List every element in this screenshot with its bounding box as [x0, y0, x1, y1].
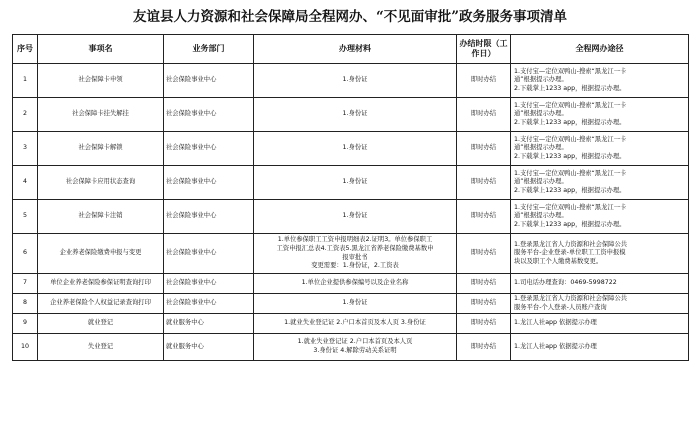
cell-dept: 就业服务中心	[164, 314, 254, 334]
cell-path	[511, 234, 689, 274]
path-line: 通”根据提示办理。	[514, 76, 568, 84]
header-no: 序号	[13, 35, 38, 64]
material-line: 1.身份证	[342, 212, 368, 220]
cell-name: 失业登记	[38, 334, 164, 361]
cell-no: 7	[13, 274, 38, 294]
cell-dept: 社会保险事业中心	[164, 200, 254, 234]
material-line: 1.身份证	[342, 299, 368, 307]
path-line: 通”根据提示办理。	[514, 178, 568, 186]
cell-path	[511, 98, 689, 132]
path-line: 2.下载掌上1233 app，根据提示办理。	[514, 84, 626, 92]
table-row	[13, 64, 689, 98]
path-line: 块以及职工个人缴费基数变更。	[514, 257, 603, 265]
cell-no: 10	[13, 334, 38, 361]
cell-path	[511, 166, 689, 200]
cell-dept: 社会保险事业中心	[164, 234, 254, 274]
header-row	[13, 35, 689, 64]
material-line: 1.身份证	[342, 76, 368, 84]
material-line: 3.身份证 4.解除劳动关系证明	[313, 347, 397, 354]
material-line: 1.身份证	[342, 144, 368, 152]
cell-name: 社会保障卡注销	[38, 200, 164, 234]
cell-time: 即时办结	[457, 314, 511, 334]
path-line: 1.龙江人社app 依据提示办理	[514, 319, 597, 327]
table-row	[13, 200, 689, 234]
path-line: 2.下载掌上1233 app，根据提示办理。	[514, 220, 626, 228]
path-line: 服务平台-个人登录-人员账户查询	[514, 303, 607, 311]
header-time: 办结时限（工作日）	[457, 35, 511, 64]
cell-path	[511, 314, 689, 334]
header-materials: 办理材料	[254, 35, 457, 64]
cell-dept: 社会保险事业中心	[164, 64, 254, 98]
table-row	[13, 314, 689, 334]
table-row	[13, 274, 689, 294]
material-line: 1.就业失业登记证 2.户口本首页及本人页	[297, 338, 413, 346]
cell-name: 社会保障卡解锁	[38, 132, 164, 166]
path-line: 1.支付宝—定位双鸭山-搜索“黑龙江一卡	[514, 135, 627, 143]
cell-materials	[254, 274, 457, 294]
cell-materials	[254, 64, 457, 98]
cell-path	[511, 200, 689, 234]
cell-name: 单位企业养老保险参保证明查询打印	[38, 274, 164, 294]
table-row	[13, 132, 689, 166]
cell-time: 即时办结	[457, 200, 511, 234]
cell-time: 即时办结	[457, 334, 511, 361]
path-line: 2.下载掌上1233 app，根据提示办理。	[514, 118, 626, 126]
table-row	[13, 334, 689, 361]
path-line: 通”根据提示办理。	[514, 110, 568, 118]
table-row	[13, 166, 689, 200]
cell-dept: 社会保险事业中心	[164, 166, 254, 200]
cell-materials	[254, 200, 457, 234]
path-line: 通”根据提示办理。	[514, 212, 568, 220]
cell-materials	[254, 294, 457, 314]
cell-no: 2	[13, 98, 38, 132]
cell-time: 即时办结	[457, 166, 511, 200]
cell-name: 社会保障卡应用状态查询	[38, 166, 164, 200]
cell-name: 企业养老保险个人权益记录查询打印	[38, 294, 164, 314]
cell-materials	[254, 166, 457, 200]
material-line: 1.身份证	[342, 110, 368, 118]
material-line: 报审批书	[342, 253, 368, 261]
page-title: 友谊县人力资源和社会保障局全程网办、“不见面审批”政务服务事项清单	[132, 9, 568, 25]
header-dept: 业务部门	[164, 35, 254, 64]
cell-time: 即时办结	[457, 98, 511, 132]
material-line: 1.单位企业提供参保编号以及企业名称	[301, 279, 409, 287]
cell-path	[511, 64, 689, 98]
cell-time: 即时办结	[457, 234, 511, 274]
cell-path	[511, 334, 689, 361]
path-line: 1.司电话办理查询：0469-5998722	[514, 279, 617, 287]
cell-materials	[254, 132, 457, 166]
cell-name: 就业登记	[38, 314, 164, 334]
cell-dept: 社会保险事业中心	[164, 274, 254, 294]
material-line: 1.身份证	[342, 178, 368, 186]
cell-path	[511, 132, 689, 166]
cell-dept: 社会保险事业中心	[164, 294, 254, 314]
path-line: 1.支付宝—定位双鸭山-搜索“黑龙江一卡	[514, 101, 627, 109]
cell-materials	[254, 234, 457, 274]
cell-no: 8	[13, 294, 38, 314]
cell-no: 5	[13, 200, 38, 234]
material-line: 1.就业失业登记证 2.户口本首页及本人页 3.身份证	[284, 319, 426, 327]
cell-no: 9	[13, 314, 38, 334]
cell-dept: 社会保险事业中心	[164, 132, 254, 166]
cell-time: 即时办结	[457, 64, 511, 98]
cell-dept: 社会保险事业中心	[164, 98, 254, 132]
cell-materials	[254, 98, 457, 132]
cell-name: 社会保障卡申领	[38, 64, 164, 98]
path-line: 1.支付宝—定位双鸭山-搜索“黑龙江一卡	[514, 203, 627, 211]
cell-no: 6	[13, 234, 38, 274]
path-line: 1.支付宝—定位双鸭山-搜索“黑龙江一卡	[514, 67, 627, 75]
material-line: 工资申报汇总表4.工资表5.黑龙江省养老保险缴费基数申	[276, 244, 434, 252]
path-line: 1.登录黑龙江省人力资源和社会保障公共	[514, 294, 628, 302]
path-line: 1.支付宝—定位双鸭山-搜索“黑龙江一卡	[514, 169, 627, 177]
header-name: 事项名	[38, 35, 164, 64]
cell-materials	[254, 334, 457, 361]
cell-path	[511, 274, 689, 294]
cell-time: 即时办结	[457, 274, 511, 294]
header-path: 全程网办途径	[511, 35, 689, 64]
path-line: 2.下载掌上1233 app，根据提示办理。	[514, 186, 626, 194]
path-line: 1.龙江人社app 依据提示办理	[514, 342, 597, 350]
path-line: 2.下载掌上1233 app，根据提示办理。	[514, 152, 626, 160]
cell-name: 企业养老保险缴费申报与变更	[38, 234, 164, 274]
material-line: 变更需要：1.身份证，2.工资表	[311, 262, 399, 270]
services-table	[12, 34, 689, 361]
cell-time: 即时办结	[457, 294, 511, 314]
cell-name: 社会保障卡挂失解挂	[38, 98, 164, 132]
table-row	[13, 294, 689, 314]
cell-no: 1	[13, 64, 38, 98]
table-row	[13, 98, 689, 132]
table-row	[13, 234, 689, 274]
cell-no: 3	[13, 132, 38, 166]
cell-dept: 就业服务中心	[164, 334, 254, 361]
path-line: 通”根据提示办理。	[514, 144, 568, 152]
cell-path	[511, 294, 689, 314]
path-line: 服务平台-企业登录-单位职工工资申报模	[514, 249, 626, 257]
path-line: 1.登录黑龙江省人力资源和社会保障公共	[514, 240, 628, 248]
cell-no: 4	[13, 166, 38, 200]
cell-materials	[254, 314, 457, 334]
material-line: 1.单位参保职工工资申报明细表2.证明3。单位参保职工	[277, 236, 433, 244]
cell-time: 即时办结	[457, 132, 511, 166]
